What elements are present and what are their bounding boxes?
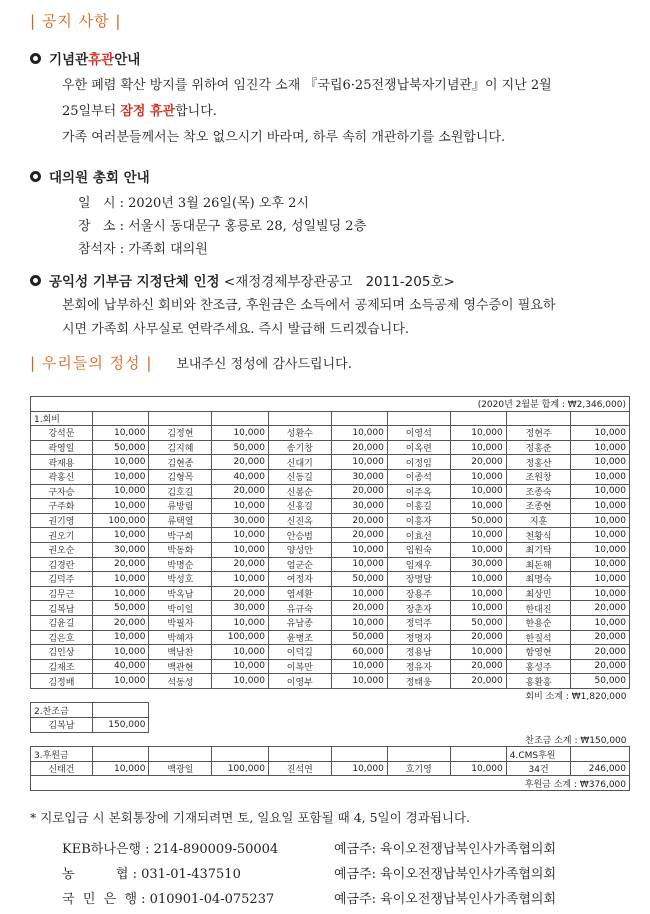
donation-amount: 10,000 — [450, 469, 506, 484]
donation-amount: 10,000 — [92, 455, 149, 470]
donor-name: 지훈 — [506, 513, 571, 528]
donation-amount: 10,000 — [331, 659, 387, 674]
donor-name: 박이일 — [149, 601, 212, 616]
bank-account-number: KEB하나은행 : 214-890009-50004 — [62, 842, 279, 857]
dues-subtotal-row — [31, 688, 630, 703]
donation-amount: 10,000 — [571, 484, 630, 499]
donor-name: 성환수 — [268, 426, 331, 441]
donation-amount: 10,000 — [450, 645, 506, 660]
donor-name: 최돈해 — [506, 557, 571, 572]
donor-name: 구자승 — [31, 484, 93, 499]
donation-amount: 10,000 — [92, 469, 149, 484]
donor-name: 김인상 — [31, 645, 93, 660]
donor-name: 한질석 — [506, 630, 571, 645]
account-holder: 예금주: 육이오전쟁납북인사가족협의회 — [334, 892, 556, 907]
donation-amount: 10,000 — [571, 586, 630, 601]
donor-name: 정홍산 — [506, 455, 571, 470]
donation-amount: 20,000 — [92, 557, 149, 572]
donor-name: 안승범 — [268, 528, 331, 543]
donor-name: 임재우 — [387, 557, 450, 572]
donation-amount: 10,000 — [571, 440, 630, 455]
empty-cell — [387, 718, 450, 733]
table-row — [31, 499, 630, 514]
donation-amount: 10,000 — [92, 572, 149, 587]
donor-name: 장용주 — [387, 586, 450, 601]
donor-name: 조종숙 — [506, 484, 571, 499]
donation-amount: 10,000 — [212, 542, 269, 557]
donor-name: 이옥련 — [387, 440, 450, 455]
table-row — [31, 455, 630, 470]
donor-name: 이흥자 — [387, 513, 450, 528]
donor-name: 유규숙 — [268, 601, 331, 616]
table-row — [31, 528, 630, 543]
empty-cell — [268, 747, 331, 762]
table-row — [31, 557, 630, 572]
donation-amount: 10,000 — [92, 761, 149, 776]
donor-name: 이영부 — [268, 674, 331, 689]
empty-cell — [331, 411, 387, 426]
bank-account-number: 농 협 : 031-01-437510 — [62, 867, 241, 882]
donations-section-title: | 우리들의 정성 | 보내주신 정성에 감사드립니다. — [30, 354, 352, 372]
donation-line-1: 본회에 납부하신 회비와 찬조금, 후원금은 소득에서 공제되며 소득공제 영수증이 필요하 — [62, 298, 556, 313]
donor-name: 곽홍신 — [31, 469, 93, 484]
table-row — [31, 484, 630, 499]
donor-name: 신태건 — [31, 761, 93, 776]
donation-amount: 10,000 — [450, 542, 506, 557]
donor-name: 정유자 — [387, 659, 450, 674]
donation-amount: 10,000 — [331, 761, 387, 776]
donor-name: 박혜자 — [149, 630, 212, 645]
support-subtotal: 후원금 소계 : ₩376,000 — [31, 776, 630, 791]
empty-cell — [450, 747, 506, 762]
donor-name: 여정자 — [268, 572, 331, 587]
donation-amount: 10,000 — [212, 659, 269, 674]
table-row — [31, 586, 630, 601]
donation-amount: 10,000 — [212, 528, 269, 543]
donor-name: 이홍길 — [387, 499, 450, 514]
donor-name: 신진옥 — [268, 513, 331, 528]
donor-name: 박필자 — [149, 615, 212, 630]
donation-amount: 246,000 — [571, 761, 630, 776]
donation-amount: 10,000 — [331, 615, 387, 630]
donor-name: 박구희 — [149, 528, 212, 543]
donor-name: 염세환 — [268, 586, 331, 601]
donor-name: 34건 — [506, 761, 571, 776]
empty-cell — [506, 718, 571, 733]
donation-amount: 20,000 — [331, 528, 387, 543]
donor-name: 진석연 — [268, 761, 331, 776]
donation-amount: 10,000 — [331, 586, 387, 601]
donation-amount: 30,000 — [212, 513, 269, 528]
donor-name: 박명순 — [149, 557, 212, 572]
donor-name: 김형목 — [149, 469, 212, 484]
donation-amount: 50,000 — [212, 440, 269, 455]
donation-amount: 30,000 — [450, 557, 506, 572]
table-row — [31, 674, 630, 689]
donation-amount: 10,000 — [450, 761, 506, 776]
donation-amount: 10,000 — [450, 601, 506, 616]
donation-amount: 20,000 — [571, 630, 630, 645]
donor-name: 권오기 — [31, 528, 93, 543]
donation-amount: 100,000 — [212, 630, 269, 645]
donation-amount: 20,000 — [212, 557, 269, 572]
empty-cell — [450, 718, 506, 733]
donation-amount: 10,000 — [450, 499, 506, 514]
empty-cell — [387, 747, 450, 762]
donation-amount: 20,000 — [571, 659, 630, 674]
empty-cell — [331, 703, 387, 718]
donation-amount: 20,000 — [331, 484, 387, 499]
donor-name: 유남종 — [268, 615, 331, 630]
table-row — [31, 615, 630, 630]
total-row — [31, 397, 630, 412]
donor-name: 송기창 — [268, 440, 331, 455]
donor-name: 신대기 — [268, 455, 331, 470]
sponsor-subtotal: 찬조금 소계 : ₩150,000 — [525, 735, 627, 746]
donation-amount: 20,000 — [571, 645, 630, 660]
empty-cell — [331, 718, 387, 733]
donation-amount: 20,000 — [92, 615, 149, 630]
empty-cell — [571, 411, 630, 426]
notice-item-closure-heading: 기념관 휴관 안내 — [30, 48, 140, 68]
donor-name: 최명숙 — [506, 572, 571, 587]
bank-account-number: 국 민 은 행 : 010901-04-075237 — [62, 892, 275, 907]
empty-cell — [331, 747, 387, 762]
donor-name: 정용남 — [387, 645, 450, 660]
donation-amount: 10,000 — [331, 426, 387, 441]
donation-amount: 10,000 — [571, 572, 630, 587]
donation-amount: 20,000 — [450, 659, 506, 674]
donation-amount: 10,000 — [92, 586, 149, 601]
empty-cell — [268, 703, 331, 718]
table-row — [31, 469, 630, 484]
donation-amount: 20,000 — [571, 601, 630, 616]
donation-amount: 10,000 — [450, 426, 506, 441]
table-row — [31, 542, 630, 557]
donor-name: 신봉순 — [268, 484, 331, 499]
donor-name: 김호길 — [149, 484, 212, 499]
donor-name: 임원숙 — [387, 542, 450, 557]
empty-cell — [212, 718, 269, 733]
dues-subtotal: 회비 소계 : ₩1,820,000 — [525, 692, 627, 703]
sponsor-subtotal-row — [31, 732, 630, 747]
closure-line-2: 25일부터 잠정 휴관합니다. — [62, 104, 217, 119]
donation-amount: 150,000 — [92, 718, 149, 733]
dues-label-row — [31, 411, 630, 426]
donor-name: 장춘자 — [387, 601, 450, 616]
donation-amount: 50,000 — [450, 615, 506, 630]
donation-amount: 20,000 — [331, 513, 387, 528]
donation-amount: 60,000 — [331, 645, 387, 660]
empty-cell — [506, 703, 571, 718]
donor-name: 양성안 — [268, 542, 331, 557]
dues-label: 1.회비 — [31, 411, 93, 426]
donor-name: 신홍길 — [268, 499, 331, 514]
donor-name: 조종현 — [506, 499, 571, 514]
donor-name: 강석문 — [31, 426, 93, 441]
donation-amount: 10,000 — [571, 455, 630, 470]
donor-name: 호기영 — [387, 761, 450, 776]
meeting-attendees: 참석자 : 가족회 대의원 — [78, 242, 208, 257]
donation-amount: 10,000 — [571, 542, 630, 557]
donation-amount: 50,000 — [331, 572, 387, 587]
donor-name: 류택열 — [149, 513, 212, 528]
donor-name: 백관현 — [149, 659, 212, 674]
bullet-circle-icon — [30, 53, 41, 64]
donation-amount: 30,000 — [331, 469, 387, 484]
bank-account-row — [62, 863, 556, 882]
donation-amount: 10,000 — [571, 557, 630, 572]
donor-name: 신동길 — [268, 469, 331, 484]
donor-name: 이영석 — [387, 426, 450, 441]
donation-amount: 20,000 — [212, 455, 269, 470]
donor-name: 이덕길 — [268, 645, 331, 660]
empty-cell — [92, 747, 149, 762]
donation-amount: 10,000 — [450, 586, 506, 601]
donation-line-2: 시면 가족회 사무실로 연락주세요. 즉시 발급해 드리겠습니다. — [62, 322, 410, 337]
donation-amount: 10,000 — [212, 572, 269, 587]
table-row — [31, 572, 630, 587]
bullet-circle-icon — [30, 171, 41, 182]
donation-amount: 10,000 — [571, 513, 630, 528]
total-amount-label: (2020년 2월분 합계 : ₩2,346,000) — [31, 397, 630, 412]
closure-line-1: 우한 폐렴 확산 방지를 위하여 임진각 소재 『국립6·25전쟁납북자기념관』이 지난 2월 — [62, 78, 552, 93]
donor-name: 김현종 — [149, 455, 212, 470]
donor-name: 김경란 — [31, 557, 93, 572]
donor-name: 권기영 — [31, 513, 93, 528]
donation-amount: 50,000 — [450, 513, 506, 528]
giro-footnote: * 지로입금 시 본회통장에 기재되려면 토, 일요일 포함될 때 4, 5일이 경과됩니다. — [30, 810, 471, 825]
donor-name: 김정배 — [31, 674, 93, 689]
bullet-circle-icon — [30, 275, 41, 286]
donor-name: 한대진 — [506, 601, 571, 616]
donation-amount: 40,000 — [212, 469, 269, 484]
empty-cell — [92, 411, 149, 426]
donor-name: 이정임 — [387, 455, 450, 470]
donation-amount: 10,000 — [331, 542, 387, 557]
donor-name: 박옥남 — [149, 586, 212, 601]
donor-name: 한용순 — [506, 615, 571, 630]
donor-name: 곽영일 — [31, 440, 93, 455]
donation-amount: 30,000 — [212, 601, 269, 616]
donation-amount: 10,000 — [92, 630, 149, 645]
donation-amount: 20,000 — [212, 586, 269, 601]
account-holder: 예금주: 육이오전쟁납북인사가족협의회 — [334, 842, 556, 857]
donor-name: 최상민 — [506, 586, 571, 601]
empty-cell — [212, 411, 269, 426]
donation-amount: 10,000 — [92, 484, 149, 499]
donation-amount: 10,000 — [212, 426, 269, 441]
table-row — [31, 718, 630, 733]
donation-amount: 10,000 — [450, 484, 506, 499]
donation-amount: 50,000 — [92, 440, 149, 455]
donation-amount: 10,000 — [212, 674, 269, 689]
donor-name: 이효선 — [387, 528, 450, 543]
donor-name: 김복남 — [31, 718, 93, 733]
empty-cell — [212, 703, 269, 718]
donor-name: 김덕주 — [31, 572, 93, 587]
table-row — [31, 426, 630, 441]
donation-amount: 10,000 — [571, 528, 630, 543]
empty-cell — [268, 411, 331, 426]
table-row — [31, 513, 630, 528]
donations-table — [30, 396, 630, 791]
donation-amount: 10,000 — [450, 572, 506, 587]
donor-name: 류방림 — [149, 499, 212, 514]
donation-amount: 50,000 — [331, 630, 387, 645]
donor-name: 김무근 — [31, 586, 93, 601]
donation-amount: 10,000 — [212, 615, 269, 630]
donation-amount: 10,000 — [212, 645, 269, 660]
donation-amount: 20,000 — [450, 630, 506, 645]
cms-label: 4.CMS후원 — [506, 747, 571, 762]
donation-amount: 10,000 — [212, 499, 269, 514]
donor-name: 김은호 — [31, 630, 93, 645]
donor-name: 김복남 — [31, 601, 93, 616]
bank-account-row — [62, 838, 556, 857]
empty-cell — [149, 718, 212, 733]
donation-amount: 20,000 — [450, 674, 506, 689]
donation-amount: 30,000 — [92, 542, 149, 557]
donor-name: 홍성주 — [506, 659, 571, 674]
donor-name: 조원창 — [506, 469, 571, 484]
donor-name: 박성호 — [149, 572, 212, 587]
notice-item-meeting-heading: 대의원 총회 안내 — [30, 166, 150, 186]
donor-name: 정홍준 — [506, 440, 571, 455]
empty-cell — [92, 703, 149, 718]
donor-name: 함영현 — [506, 645, 571, 660]
notice-section-title: | 공지 사항 | — [30, 12, 122, 30]
empty-cell — [387, 703, 450, 718]
donation-amount: 30,000 — [331, 499, 387, 514]
empty-cell — [571, 703, 630, 718]
donor-name: 홍환흥 — [506, 674, 571, 689]
empty-cell — [387, 411, 450, 426]
table-row — [31, 601, 630, 616]
table-row — [31, 761, 630, 776]
donor-name: 이복만 — [268, 659, 331, 674]
donor-name: 최기탁 — [506, 542, 571, 557]
donor-name: 권오순 — [31, 542, 93, 557]
empty-cell — [149, 747, 212, 762]
support-label-row — [31, 747, 630, 762]
donor-name: 윤병조 — [268, 630, 331, 645]
donor-name: 백광일 — [149, 761, 212, 776]
empty-cell — [571, 718, 630, 733]
donation-amount: 10,000 — [450, 528, 506, 543]
donor-name: 김지혜 — [149, 440, 212, 455]
empty-cell — [450, 703, 506, 718]
donation-amount: 10,000 — [92, 528, 149, 543]
donor-name: 곽재용 — [31, 455, 93, 470]
donation-amount: 20,000 — [212, 484, 269, 499]
donation-amount: 10,000 — [571, 499, 630, 514]
meeting-place: 장 소 : 서울시 동대문구 홍릉로 28, 성일빌딩 2층 — [78, 219, 367, 234]
donation-amount: 100,000 — [212, 761, 269, 776]
donor-name: 구주화 — [31, 499, 93, 514]
donor-name: 정명자 — [387, 630, 450, 645]
support-subtotal-row — [31, 776, 630, 791]
donor-name: 석동성 — [149, 674, 212, 689]
donation-amount: 10,000 — [92, 499, 149, 514]
donation-amount: 20,000 — [450, 455, 506, 470]
donor-name: 이종석 — [387, 469, 450, 484]
donation-amount: 20,000 — [331, 601, 387, 616]
empty-cell — [571, 747, 630, 762]
donation-amount: 10,000 — [92, 645, 149, 660]
donation-amount: 100,000 — [92, 513, 149, 528]
empty-cell — [450, 411, 506, 426]
empty-cell — [506, 411, 571, 426]
notice-item-donation-heading: 공익성 기부금 지정단체 인정 <재정경제부장관공고 2011-205호> — [30, 270, 455, 290]
table-row — [31, 440, 630, 455]
donor-name: 이주옥 — [387, 484, 450, 499]
donation-amount: 10,000 — [571, 426, 630, 441]
table-row — [31, 659, 630, 674]
donation-amount: 10,000 — [571, 469, 630, 484]
donor-name: 김재조 — [31, 659, 93, 674]
donation-amount: 10,000 — [450, 440, 506, 455]
support-label: 3.후원금 — [31, 747, 93, 762]
sponsor-label: 2.찬조금 — [31, 703, 93, 718]
donor-name: 정현주 — [506, 426, 571, 441]
donor-name: 장명달 — [387, 572, 450, 587]
empty-cell — [149, 703, 212, 718]
donation-amount: 40,000 — [92, 659, 149, 674]
donor-name: 김정현 — [149, 426, 212, 441]
sponsor-label-row — [31, 703, 630, 718]
donation-amount: 10,000 — [331, 557, 387, 572]
donor-name: 박동화 — [149, 542, 212, 557]
donation-amount: 20,000 — [331, 440, 387, 455]
donor-name: 엄군순 — [268, 557, 331, 572]
donation-amount: 10,000 — [331, 455, 387, 470]
donation-amount: 50,000 — [92, 601, 149, 616]
empty-cell — [212, 747, 269, 762]
donor-name: 정태웅 — [387, 674, 450, 689]
donor-name: 천황식 — [506, 528, 571, 543]
donation-amount: 10,000 — [92, 674, 149, 689]
empty-cell — [268, 718, 331, 733]
donation-amount: 10,000 — [331, 674, 387, 689]
donor-name: 백남찬 — [149, 645, 212, 660]
table-row — [31, 645, 630, 660]
donor-name: 정덕주 — [387, 615, 450, 630]
donor-name: 김윤길 — [31, 615, 93, 630]
account-holder: 예금주: 육이오전쟁납북인사가족협의회 — [334, 867, 556, 882]
donation-amount: 50,000 — [571, 674, 630, 689]
bank-account-row — [62, 888, 556, 907]
table-row — [31, 630, 630, 645]
meeting-date: 일 시 : 2020년 3월 26일(목) 오후 2시 — [78, 196, 309, 211]
empty-cell — [149, 411, 212, 426]
donation-amount: 10,000 — [92, 426, 149, 441]
closure-line-3: 가족 여러분들께서는 착오 없으시기 바라며, 하루 속히 개관하기를 소원합니다. — [62, 130, 506, 145]
donation-amount: 10,000 — [571, 615, 630, 630]
